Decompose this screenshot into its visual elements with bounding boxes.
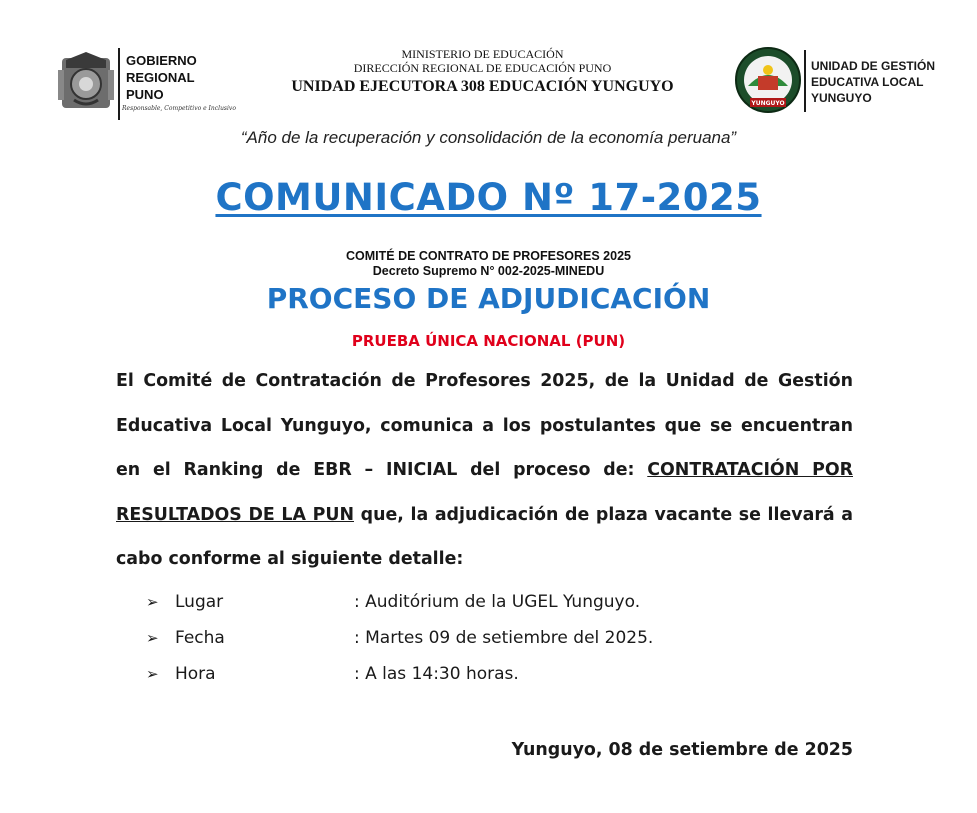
institution-header: [230, 47, 735, 97]
detail-label: Hora: [175, 664, 216, 684]
body-underlined-text: CONTRATACIÓN POR RESULTADOS DE LA PUN: [116, 460, 853, 525]
detail-label: Lugar: [175, 592, 224, 612]
ugel-line: EDUCATIVA LOCAL: [811, 75, 924, 89]
ugel-name: [811, 58, 935, 106]
ugel-line: UNIDAD DE GESTIÓN: [811, 59, 936, 73]
year-motto: “Año de la recuperación y consolidación de la economía peruana”: [240, 128, 737, 147]
committee-name: COMITÉ DE CONTRATO DE PROFESORES 2025: [345, 249, 631, 263]
detail-value: : Auditórium de la UGEL Yunguyo.: [354, 592, 641, 612]
gobierno-line: PUNO: [126, 87, 164, 102]
ugel-divider: [804, 50, 806, 112]
gobierno-line: GOBIERNO: [126, 53, 197, 68]
arrow-bullet-icon: ➢: [146, 593, 159, 611]
communique-title: COMUNICADO Nº 17-2025: [215, 176, 762, 219]
direction-name: DIRECCIÓN REGIONAL DE EDUCACIÓN PUNO: [353, 61, 612, 75]
body-text-part2: que, la adjudicación de plaza vacante se llevará a cabo conforme al siguiente detalle:: [116, 504, 853, 569]
body-text-part1: El Comité de Contratación de Profesores 2025, de la Unidad de Gestión Educativa Local Yunguyo, comunica a los postulantes que se encuentran en el Ranking de EBR – INICIAL del proceso de:: [116, 371, 853, 480]
executing-unit-name: UNIDAD EJECUTORA 308 EDUCACIÓN YUNGUYO: [291, 78, 674, 95]
communique-body: [116, 359, 853, 582]
arrow-bullet-icon: ➢: [146, 665, 159, 683]
gobierno-regional-name: [126, 52, 197, 103]
ugel-seal-text: YUNGUYO: [751, 100, 785, 107]
gobierno-divider: [118, 48, 120, 120]
place-date-signoff: Yunguyo, 08 de setiembre de 2025: [511, 740, 853, 760]
gobierno-tagline: Responsable, Competitivo e Inclusivo: [122, 105, 236, 112]
decree-reference: Decreto Supremo N° 002-2025-MINEDU: [372, 264, 605, 278]
detail-value: : A las 14:30 horas.: [354, 664, 519, 684]
detail-value: : Martes 09 de setiembre del 2025.: [354, 628, 654, 648]
gobierno-regional-puno-logo: [56, 50, 116, 112]
ministry-name: MINISTERIO DE EDUCACIÓN: [401, 47, 564, 61]
process-heading: PROCESO DE ADJUDICACIÓN: [266, 282, 711, 315]
arrow-bullet-icon: ➢: [146, 629, 159, 647]
exam-subheading: PRUEBA ÚNICA NACIONAL (PUN): [351, 332, 626, 350]
committee-block: [0, 249, 977, 279]
ugel-line: YUNGUYO: [811, 91, 872, 105]
detail-label: Fecha: [175, 628, 225, 648]
ugel-yunguyo-seal: [734, 46, 802, 114]
gobierno-line: REGIONAL: [126, 70, 195, 85]
